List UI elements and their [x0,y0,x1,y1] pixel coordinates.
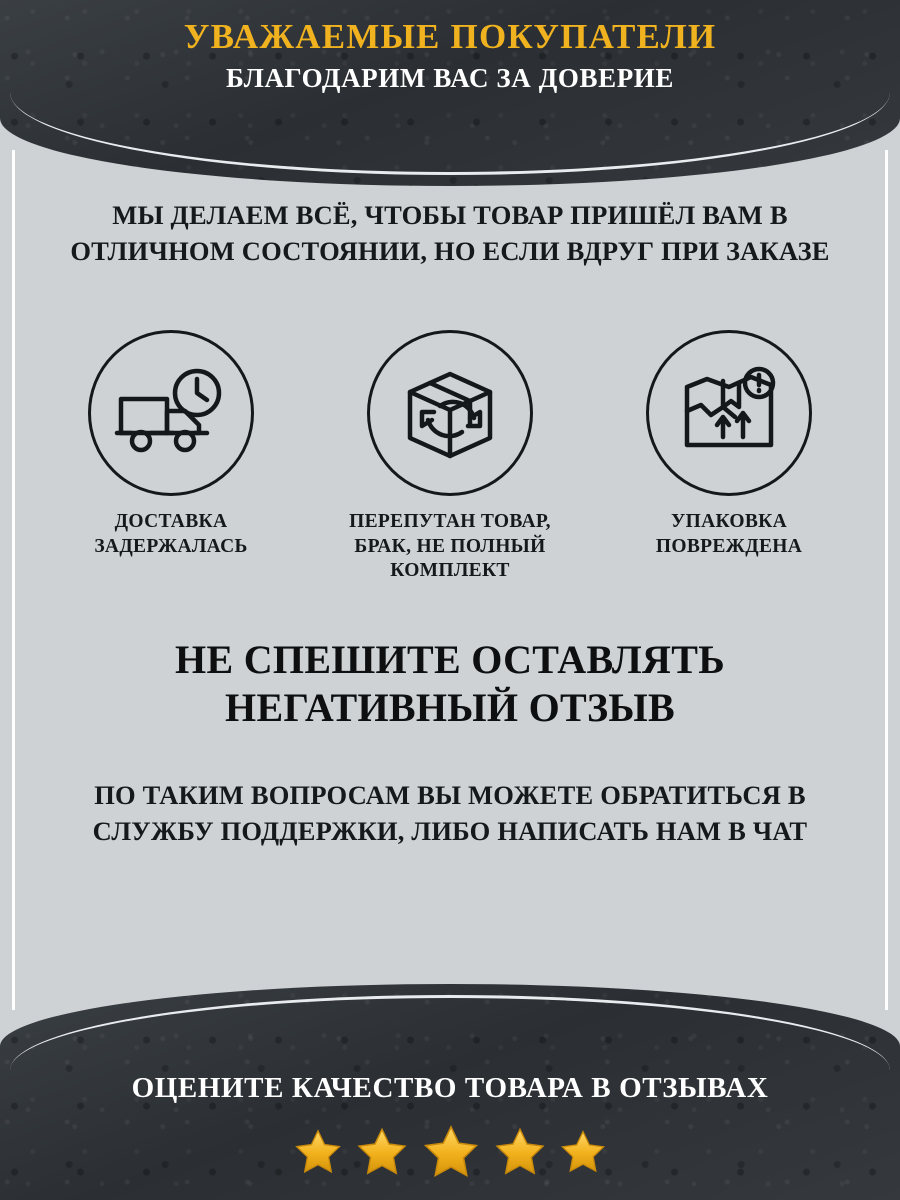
left-divider-rule [12,150,15,1010]
issue-caption: ПЕРЕПУТАН ТОВАР, БРАК, НЕ ПОЛНЫЙ КОМПЛЕКТ [349,511,551,582]
footer [0,1071,900,1200]
header [0,18,900,94]
box-return-arrow-icon [367,330,533,496]
star-icon[interactable] [352,1123,412,1181]
issue-caption: ДОСТАВКА ЗАДЕРЖАЛАСЬ [94,511,248,557]
star-icon[interactable] [418,1120,484,1184]
header-subtitle: БЛАГОДАРИМ ВАС ЗА ДОВЕРИЕ [225,62,675,93]
star-icon[interactable] [290,1125,346,1179]
right-divider-rule [885,150,888,1010]
star-icon[interactable] [556,1126,610,1178]
issue-item-delivery-delayed [40,330,302,559]
delivery-truck-clock-icon [88,330,254,496]
damaged-package-icon [646,330,812,496]
footer-call-to-action: ОЦЕНИТЕ КАЧЕСТВО ТОВАРА В ОТЗЫВАХ [131,1072,769,1105]
intro-text: МЫ ДЕЛАЕМ ВСЁ, ЧТОБЫ ТОВАР ПРИШЁЛ ВАМ В ОТЛИЧНОМ СОСТОЯНИИ, НО ЕСЛИ ВДРУГ ПРИ ЗАКАЗЕ [70,200,830,266]
rating-stars[interactable] [0,1120,900,1200]
issue-item-wrong-or-damaged-goods [319,330,581,584]
star-icon[interactable] [490,1123,550,1181]
issue-caption: УПАКОВКА ПОВРЕЖДЕНА [655,511,803,557]
issues-row [40,330,860,584]
headline-text: НЕ СПЕШИТЕ ОСТАВЛЯТЬ НЕГАТИВНЫЙ ОТЗЫВ [175,637,725,730]
page-title: УВАЖАЕМЫЕ ПОКУПАТЕЛИ [183,17,717,56]
issue-item-damaged-package [598,330,860,559]
support-text: ПО ТАКИМ ВОПРОСАМ ВЫ МОЖЕТЕ ОБРАТИТЬСЯ В СЛУЖБУ ПОДДЕРЖКИ, ЛИБО НАПИСАТЬ НАМ В ЧАТ [92,780,808,846]
